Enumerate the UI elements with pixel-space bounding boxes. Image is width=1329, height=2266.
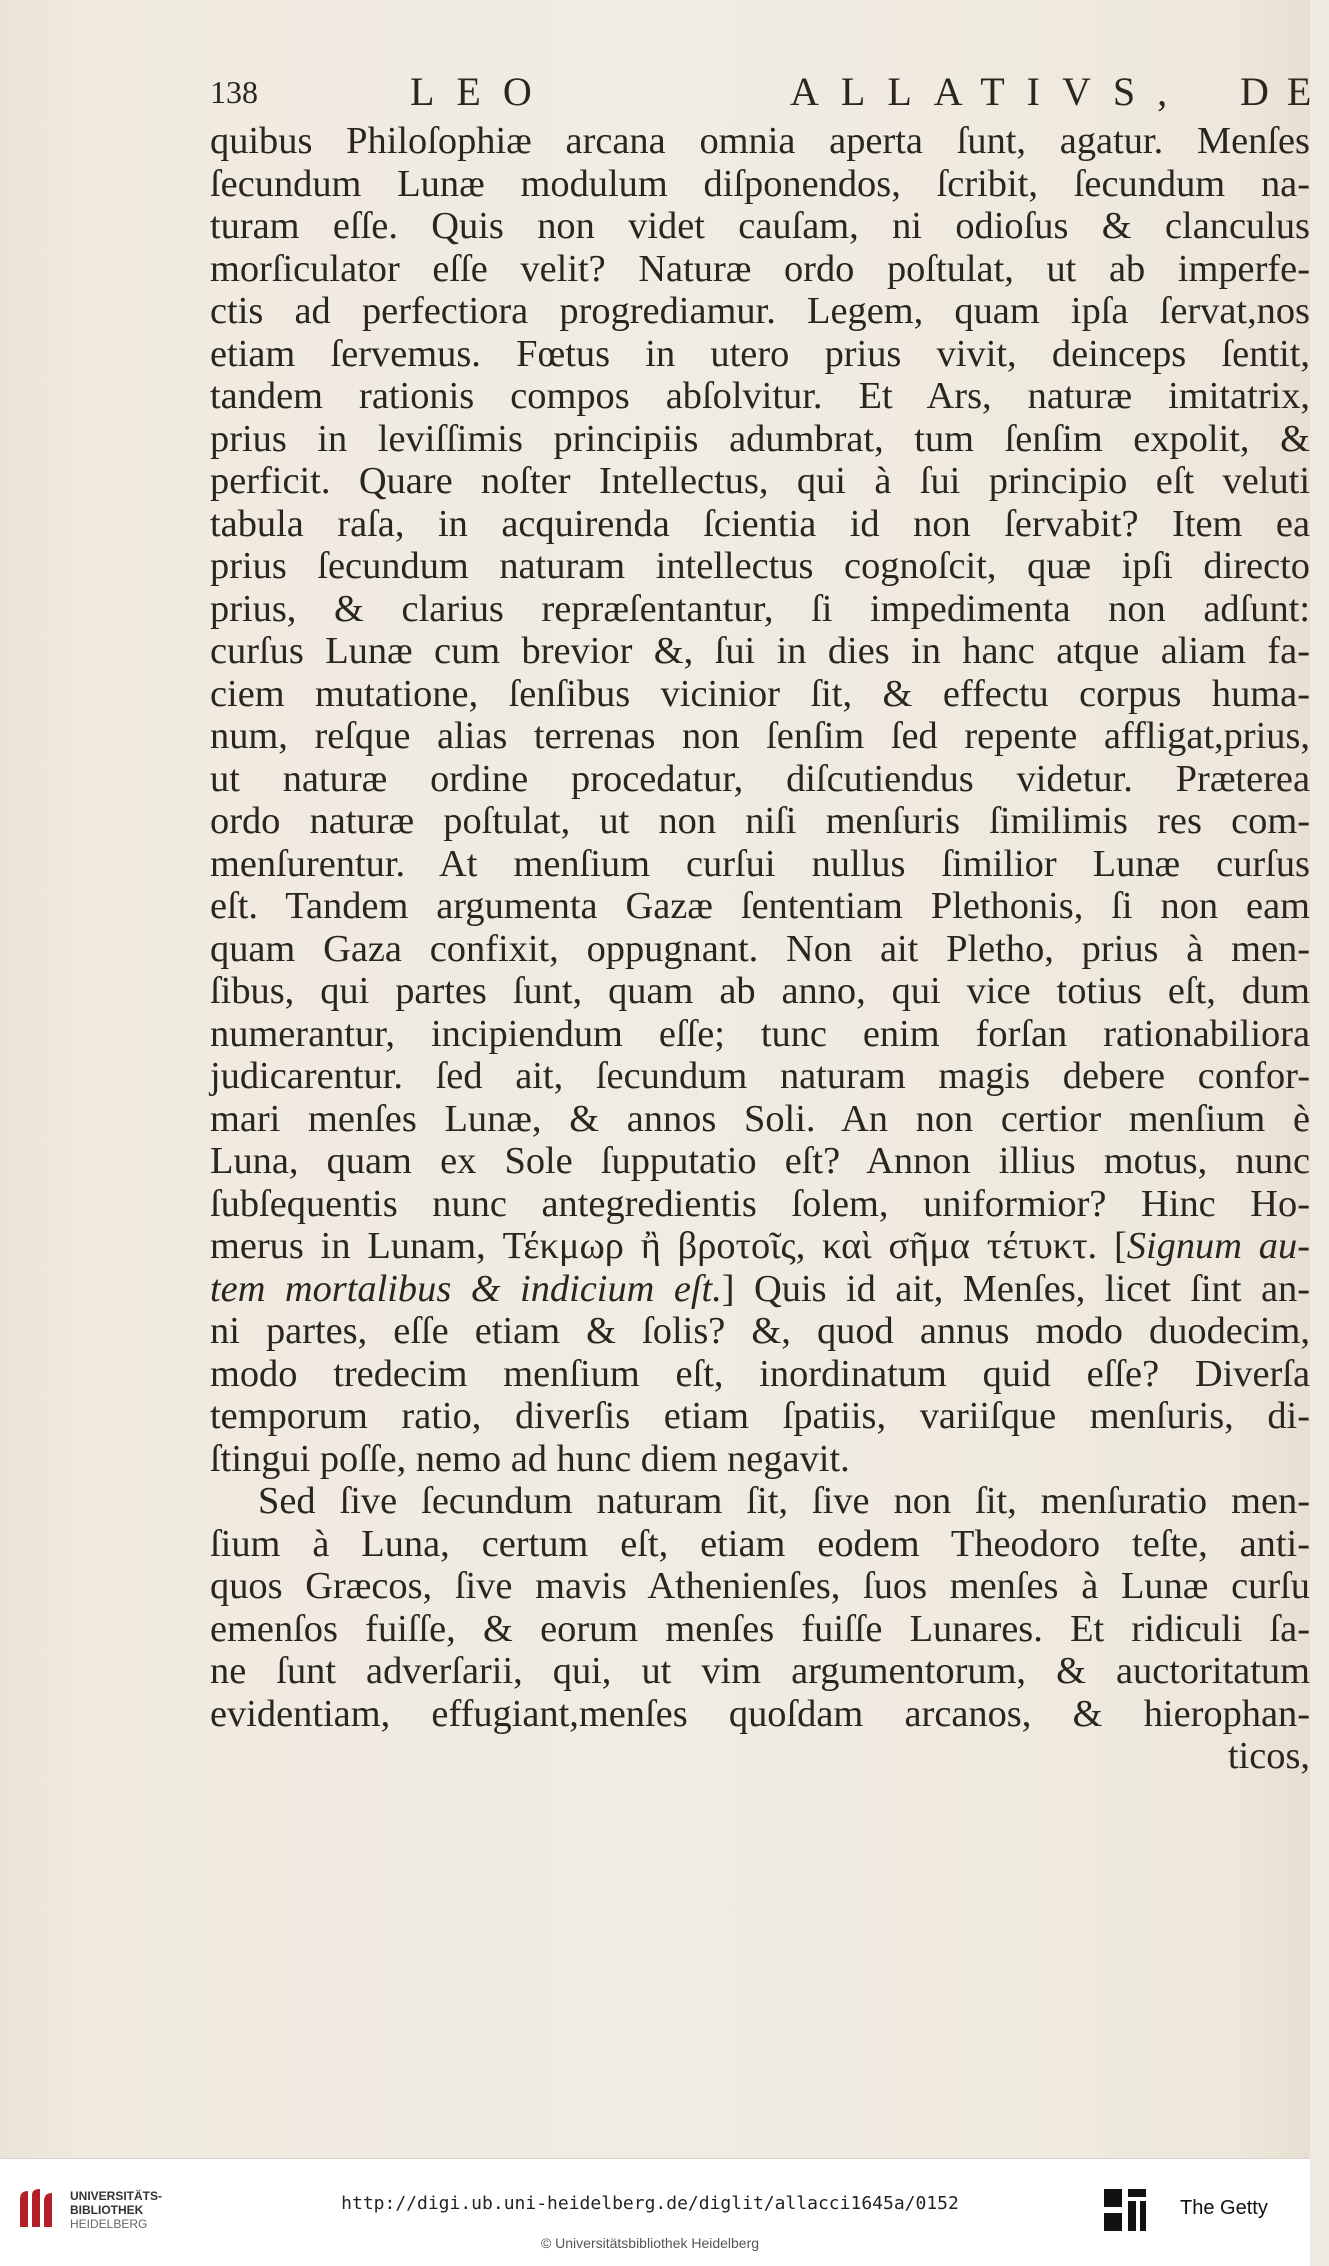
text-line: mari menſes Lunæ, & annos Soli. An non certior menſium è: [210, 1097, 1310, 1140]
text-line: ordo naturæ poſtulat, ut non niſi menſuris ſimilimis res com-: [210, 800, 1310, 842]
text-line: ſibus, qui partes ſunt, quam ab anno, qui vice totius eſt, dum: [210, 970, 1310, 1012]
text-line: ciem mutatione, ſenſibus vicinior ſit, & effectu corpus huma-: [210, 672, 1310, 715]
text-line: emenſos fuiſſe, & eorum menſes fuiſſe Lunares. Et ridiculi ſa-: [210, 1607, 1310, 1650]
running-head-de: DE: [1240, 69, 1329, 114]
text-line: evidentiam, effugiant,menſes quoſdam arcanos, & hierophan-: [210, 1692, 1310, 1735]
library-name-line3: HEIDELBERG: [70, 2217, 148, 2231]
text-line: ni partes, eſſe etiam & ſolis? &, quod annus modo duodecim,: [210, 1310, 1310, 1352]
paragraph-end-line: ſtingui poſſe, nemo ad hunc diem negavit.: [210, 1437, 850, 1480]
permalink-url[interactable]: http://digi.ub.uni-heidelberg.de/diglit/allacci1645a/0152: [341, 2193, 959, 2214]
text-line: etiam ſervemus. Fœtus in utero prius vivit, deinceps ſentit,: [210, 332, 1310, 375]
text-line: quibus Philoſophiæ arcana omnia aperta ſunt, agatur. Menſes: [210, 120, 1310, 162]
text-line: numerantur, incipiendum eſſe; tunc enim forſan rationabiliora: [210, 1012, 1310, 1055]
text-line: prius ſecundum naturam intellectus cognoſcit, quæ ipſi directo: [210, 545, 1310, 587]
latin-translation-italic-cont: tem mortalibus & indicium eſt.: [210, 1267, 722, 1310]
text-line: eſt. Tandem argumenta Gazæ ſententiam Plethonis, ſi non eam: [210, 885, 1310, 927]
text-line: menſurentur. At menſium curſui nullus ſimilior Lunæ curſus: [210, 842, 1310, 885]
paragraph-start-line: Sed ſive ſecundum naturam ſit, ſive non ſit, menſuratio men-: [258, 1480, 1310, 1522]
body-text: [210, 120, 1310, 1778]
library-name: [70, 2189, 162, 2231]
text-line: tabula raſa, in acquirenda ſcientia id non ſervabit? Item ea: [210, 502, 1310, 545]
homer-quote-line: [210, 1225, 1310, 1268]
text-line: num, reſque alias terrenas non ſenſim ſed repente affligat,prius,: [210, 715, 1310, 757]
text-line: turam eſſe. Quis non videt cauſam, ni odioſus & clanculus: [210, 205, 1310, 247]
university-library-logo-icon: [14, 2185, 62, 2233]
text-line: ſubſequentis nunc antegredientis ſolem, uniformior? Hinc Ho-: [210, 1182, 1310, 1225]
page-number: 138: [210, 74, 258, 110]
text-line: Luna, quam ex Sole ſupputatio eſt? Annon illius motus, nunc: [210, 1140, 1310, 1182]
homer-pre: merus in Lunam,: [210, 1225, 503, 1267]
text-line: ne ſunt adverſarii, qui, ut vim argumentorum, & auctoritatum: [210, 1650, 1310, 1692]
copyright-notice: © Universitätsbibliothek Heidelberg: [540, 2235, 760, 2251]
text-line: quos Græcos, ſive mavis Athenienſes, ſuos menſes à Lunæ curſu: [210, 1565, 1310, 1607]
text-line: perficit. Quare noſter Intellectus, qui à ſui principio eſt veluti: [210, 460, 1310, 502]
italic-translation-line: [210, 1268, 1310, 1311]
library-name-line2: BIBLIOTHEK: [70, 2203, 144, 2217]
running-head: [210, 68, 1329, 116]
running-head-author: LEO: [410, 69, 554, 114]
text-line: judicarentur. ſed ait, ſecundum naturam magis debere confor-: [210, 1055, 1310, 1097]
text-line: prius in leviſſimis principiis adumbrat, tum ſenſim expolit, &: [210, 417, 1310, 460]
text-line: ſecundum Lunæ modulum diſponendos, ſcribit, ſecundum na-: [210, 162, 1310, 205]
text-line: tandem rationis compos abſolvitur. Et Ars, naturæ imitatrix,: [210, 375, 1310, 417]
text-line: temporum ratio, diverſis etiam ſpatiis, variiſque menſuris, di-: [210, 1395, 1310, 1437]
text-line: modo tredecim menſium eſt, inordinatum quid eſſe? Diverſa: [210, 1352, 1310, 1395]
library-name-line1: UNIVERSITÄTS-: [70, 2189, 163, 2203]
getty-logo-icon: [1100, 2185, 1150, 2235]
line-rest: ] Quis id ait, Menſes, licet ſint an-: [721, 1267, 1310, 1310]
running-head-author-surname: ALLATIVS,: [790, 69, 1190, 114]
text-line: ſium à Luna, certum eſt, etiam eodem Theodoro teſte, anti-: [210, 1522, 1310, 1565]
text-line: quam Gaza confixit, oppugnant. Non ait Pletho, prius à men-: [210, 927, 1310, 970]
viewer-footer: [0, 2158, 1310, 2266]
text-line: morſiculator eſſe velit? Naturæ ordo poſtulat, ut ab imperfe-: [210, 247, 1310, 290]
text-line: ut naturæ ordine procedatur, diſcutiendus videtur. Præterea: [210, 757, 1310, 800]
text-line: ctis ad perfectiora progrediamur. Legem, quam ipſa ſervat,nos: [210, 290, 1310, 332]
text-line: curſus Lunæ cum brevior &, ſui in dies in hanc atque aliam fa-: [210, 630, 1310, 672]
catchword: ticos,: [1227, 1735, 1310, 1777]
text-line: prius, & clarius repræſentantur, ſi impedimenta non adſunt:: [210, 587, 1310, 630]
getty-partner-label: The Getty: [1180, 2197, 1268, 2219]
latin-translation-italic: Signum au-: [1126, 1225, 1310, 1267]
bracket-open: [: [1097, 1225, 1127, 1267]
greek-quotation: Τέκμωρ ἢ βροτοῖς, καὶ σῆμα τέτυκτ.: [502, 1225, 1098, 1267]
